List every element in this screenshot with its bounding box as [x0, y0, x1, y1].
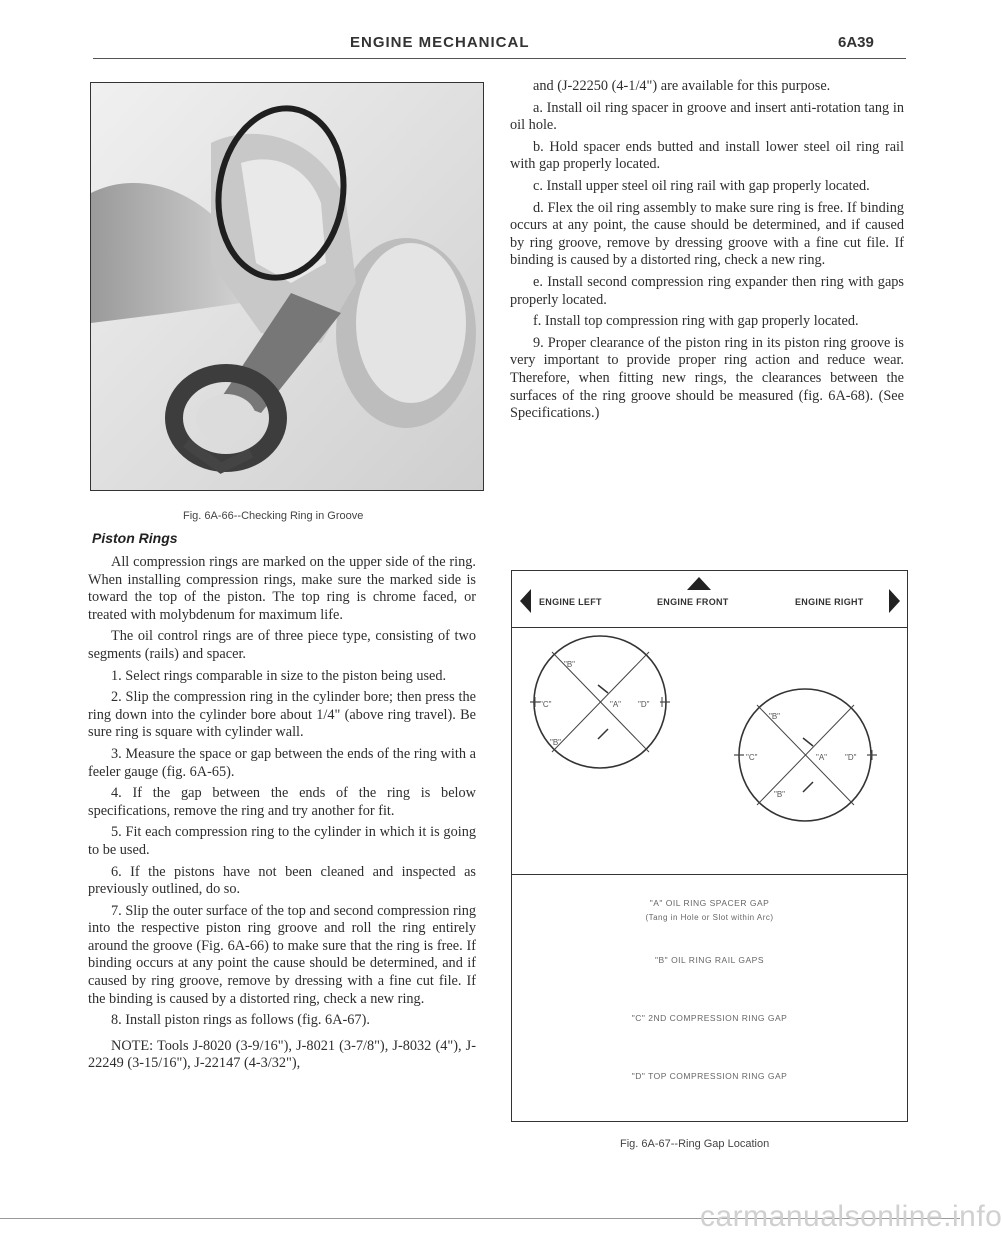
legend-item-c: "C" 2ND COMPRESSION RING GAP — [631, 1013, 788, 1023]
diagram-legend — [512, 874, 907, 1122]
label-c: "C" — [540, 700, 552, 709]
paragraph: 9. Proper clearance of the piston ring in its piston ring groove is very important to provide proper ring action and reduce wear. Therefore, when fitting new rings, the clearances between the surfaces of the ring groove should be measured (fig. 6A-68). (See Specifications.) — [510, 334, 904, 422]
label-c: "C" — [746, 753, 758, 762]
arrow-left-icon — [518, 589, 532, 613]
paragraph: e. Install second compression ring expander then ring with gaps properly located. — [510, 273, 904, 308]
paragraph: c. Install upper steel oil ring rail with gap properly located. — [533, 177, 870, 194]
paragraph: 2. Slip the compression ring in the cylinder bore; then press the ring down into the cylinder bore about 1/4" (above ring travel). Be sure ring is square with cylinder wall. — [88, 689, 476, 741]
header-rule — [93, 58, 906, 59]
label-a: "A" — [816, 753, 828, 762]
label-b: "B" — [550, 738, 562, 747]
paragraph: and (J-22250 (4-1/4") are available for this purpose. — [533, 78, 831, 94]
legend-item-b: "B" OIL RING RAIL GAPS — [655, 955, 764, 965]
paragraph: All compression rings are marked on the upper side of the ring. When installing compression rings, make sure the marked side is toward the top of the piston. The top ring is chrome faced, or treated with molybdenum for maximum life. — [88, 554, 476, 623]
paragraph: 1. Select rings comparable in size to the piston being used. — [111, 667, 447, 684]
label-d: "D" — [638, 700, 650, 709]
section-title: Piston Rings — [92, 530, 178, 546]
page-number: 6A39 — [838, 34, 874, 51]
paragraph: 5. Fit each compression ring to the cylinder in which it is going to be used. — [88, 824, 476, 858]
page-header-title: ENGINE MECHANICAL — [350, 34, 530, 51]
engine-orientation-bar — [512, 571, 907, 628]
paragraph: NOTE: Tools J-8020 (3-9/16"), J-8021 (3-7/8"), J-8032 (4"), J-22249 (3-15/16"), J-22147 (4-3/32"), — [88, 1037, 476, 1072]
label-b: "B" — [564, 660, 576, 669]
fig-67-caption: Fig. 6A-67--Ring Gap Location — [620, 1138, 770, 1150]
left-column-text — [88, 554, 476, 1077]
watermark: carmanualsonline.info — [700, 1200, 1002, 1233]
paragraph: f. Install top compression ring with gap properly located. — [533, 313, 859, 330]
paragraph: 8. Install piston rings as follows (fig. 6A-67). — [111, 1012, 370, 1029]
paragraph: The oil control rings are of three piece type, consisting of two segments (rails) and spacer. — [88, 628, 476, 662]
arrow-right-icon — [888, 589, 902, 613]
paragraph: 6. If the pistons have not been cleaned and inspected as previously outlined, do so. — [88, 863, 476, 898]
legend-item-d: "D" TOP COMPRESSION RING GAP — [631, 1071, 788, 1081]
paragraph: d. Flex the oil ring assembly to make sure ring is free. If binding occurs at any point, the cause should be determined, and if caused by ring groove, remove by dressing groove with a fine cut file. If binding is caused by a distorted ring, check a new ring. — [510, 199, 904, 269]
arrow-up-icon — [687, 575, 711, 591]
label-d: "D" — [845, 753, 857, 762]
paragraph: 7. Slip the outer surface of the top and second compression ring into the respective piston ring groove and roll the ring entirely around the groove (Fig. 6A-66) to make sure that the ring is free. If binding occurs at any point the cause should be determined, and if caused by ring groove, remove by dressing with a fine cut file. If the binding is caused by a distorted ring, check a new ring. — [88, 902, 476, 1007]
ring-diagrams — [512, 627, 907, 874]
label-b: "B" — [774, 790, 786, 799]
fig-66-caption: Fig. 6A-66--Checking Ring in Groove — [183, 510, 364, 522]
paragraph: 4. If the gap between the ends of the ring is below specifications, remove the ring and try another for fit. — [88, 785, 476, 819]
right-column-text — [510, 78, 904, 427]
engine-left-label: ENGINE LEFT — [539, 597, 602, 607]
piston-ring-photo — [90, 82, 484, 491]
paragraph: b. Hold spacer ends butted and install lower steel oil ring rail with gap properly located. — [510, 138, 904, 173]
engine-right-label: ENGINE RIGHT — [795, 597, 864, 607]
engine-front-label: ENGINE FRONT — [657, 597, 729, 607]
label-a: "A" — [610, 700, 622, 709]
legend-item-a-note: (Tang in Hole or Slot within Arc) — [645, 913, 774, 922]
paragraph: 3. Measure the space or gap between the ends of the ring with a feeler gauge (fig. 6A-65). — [88, 745, 476, 780]
legend-item-a: "A" OIL RING SPACER GAP — [649, 898, 770, 908]
label-b: "B" — [769, 712, 781, 721]
paragraph: a. Install oil ring spacer in groove and insert anti-rotation tang in oil hole. — [510, 99, 904, 134]
ring-gap-diagram — [511, 570, 908, 1122]
